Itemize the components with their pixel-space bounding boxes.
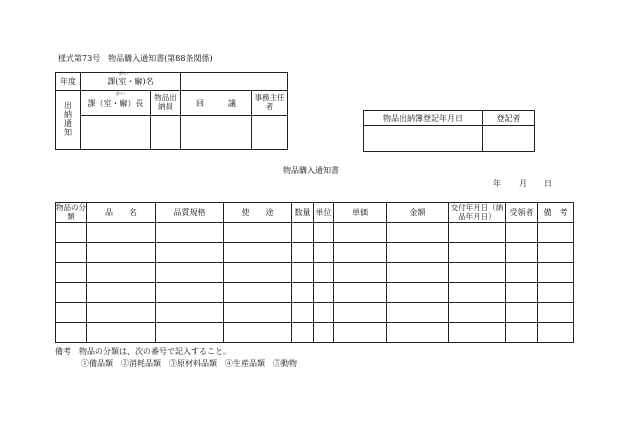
table-cell	[449, 283, 506, 303]
table-cell	[292, 303, 314, 323]
table-cell	[506, 263, 538, 283]
registry-table	[363, 110, 535, 152]
vertical-label-cell	[56, 91, 81, 150]
table-cell	[156, 283, 224, 303]
table-cell	[334, 303, 387, 323]
table-cell	[449, 303, 506, 323]
table-cell	[56, 323, 87, 343]
date-month: 月	[519, 179, 527, 188]
table-cell	[506, 303, 538, 323]
header-category	[56, 202, 94, 223]
table-cell	[314, 303, 334, 323]
table-cell	[56, 243, 87, 263]
section-head-label: 課（室・廨）長	[87, 98, 144, 108]
header-quantity-label: 数量	[294, 208, 311, 217]
table-cell	[387, 283, 449, 303]
table-cell	[292, 323, 314, 343]
table-row	[56, 223, 574, 243]
table-cell	[314, 283, 334, 303]
notice-table	[55, 72, 288, 150]
header-receiver	[506, 203, 538, 223]
header-amount-label: 金額	[409, 208, 426, 217]
table-cell	[334, 323, 387, 343]
header-unit-price-label: 単価	[352, 208, 368, 217]
date-day: 日	[544, 179, 552, 188]
header-delivery-date-label: 交付年月日（納品年月日）	[450, 202, 504, 221]
table-cell	[538, 283, 574, 303]
registry-date-value	[364, 126, 483, 152]
table-cell	[87, 243, 156, 263]
table-cell	[449, 263, 506, 283]
header-amount	[387, 203, 449, 223]
table-cell	[334, 263, 387, 283]
table-row	[56, 323, 574, 343]
chief-cell	[252, 91, 288, 116]
table-cell	[224, 263, 292, 283]
table-cell	[292, 223, 314, 243]
table-cell	[87, 283, 156, 303]
goods-clerk-cell	[151, 91, 181, 116]
registrar-label: 登記者	[496, 113, 521, 123]
table-cell	[538, 243, 574, 263]
header-receiver-label: 受領者	[509, 208, 534, 217]
table-cell	[538, 223, 574, 243]
section-name-label: 課(室・廨)名	[107, 77, 154, 86]
header-category-label: 物品の分 類	[56, 202, 94, 221]
table-cell	[449, 323, 506, 343]
section-head-sign	[81, 116, 151, 150]
section-name-value	[181, 73, 288, 91]
table-cell	[292, 243, 314, 263]
section-head-cell	[81, 91, 151, 116]
remarks-line-2: ①備品類 ②消耗品類 ③原材料品類 ④生産品類 ⑤動物	[81, 359, 297, 368]
table-cell	[292, 283, 314, 303]
main-table	[55, 202, 574, 343]
table-cell	[224, 283, 292, 303]
header-item-name	[87, 203, 156, 223]
table-cell	[224, 223, 292, 243]
section-name-cell	[81, 73, 181, 91]
registrar-value	[483, 126, 535, 152]
header-unit-price	[334, 203, 387, 223]
form-title: 様式第73号 物品購入通知書(第88条関係)	[58, 54, 213, 63]
table-cell	[314, 263, 334, 283]
table-cell	[506, 243, 538, 263]
chief-sign	[252, 116, 288, 150]
header-purpose-label: 使 途	[241, 208, 274, 217]
table-cell	[156, 223, 224, 243]
table-cell	[334, 243, 387, 263]
registrar-cell	[483, 111, 535, 126]
table-row	[56, 263, 574, 283]
center-title: 物品購入通知書	[283, 166, 339, 175]
header-purpose	[224, 203, 292, 223]
table-cell	[56, 223, 87, 243]
table-cell	[87, 223, 156, 243]
table-cell	[156, 303, 224, 323]
table-cell	[506, 323, 538, 343]
chief-label: 事務主任者	[254, 93, 285, 111]
registry-date-label: 物品出納簿登記年月日	[383, 113, 463, 123]
goods-clerk-sign	[151, 116, 181, 150]
table-cell	[224, 243, 292, 263]
header-item-name-label: 品 名	[105, 208, 137, 217]
table-cell	[387, 243, 449, 263]
table-cell	[449, 223, 506, 243]
table-cell	[334, 223, 387, 243]
table-cell	[87, 303, 156, 323]
table-cell	[314, 223, 334, 243]
date-year: 年	[493, 179, 501, 188]
table-cell	[156, 263, 224, 283]
year-label: 年度	[60, 77, 76, 86]
kai-reading-2: かい	[116, 92, 125, 97]
table-cell	[538, 303, 574, 323]
table-cell	[314, 323, 334, 343]
table-cell	[387, 303, 449, 323]
circulation-label: 回 議	[196, 98, 236, 108]
table-cell	[87, 323, 156, 343]
header-quality-label: 品質規格	[173, 208, 206, 217]
table-cell	[334, 283, 387, 303]
table-cell	[156, 243, 224, 263]
header-quantity	[292, 203, 314, 223]
table-cell	[506, 223, 538, 243]
remarks-line-1: 備考 物品の分類は、次の番号で記入すること。	[55, 347, 231, 356]
table-row	[56, 243, 574, 263]
table-cell	[538, 323, 574, 343]
header-quality	[156, 203, 224, 223]
table-cell	[387, 263, 449, 283]
circulation-cell	[181, 91, 252, 116]
table-cell	[224, 323, 292, 343]
table-cell	[506, 283, 538, 303]
table-cell	[387, 223, 449, 243]
table-cell	[449, 243, 506, 263]
table-cell	[292, 263, 314, 283]
table-cell	[387, 323, 449, 343]
table-row	[56, 303, 574, 323]
header-remarks	[538, 203, 574, 223]
header-unit	[314, 203, 334, 223]
year-label-cell	[56, 73, 81, 91]
table-cell	[56, 303, 87, 323]
table-cell	[56, 283, 87, 303]
header-remarks-label: 備 考	[543, 208, 568, 217]
table-cell	[538, 263, 574, 283]
table-cell	[87, 263, 156, 283]
header-delivery-date	[449, 203, 506, 223]
kai-reading: かい	[119, 72, 128, 77]
table-cell	[224, 303, 292, 323]
header-unit-label: 単位	[315, 208, 332, 217]
registry-date-cell	[364, 111, 483, 126]
table-row	[56, 283, 574, 303]
goods-clerk-label: 物品出納員	[154, 93, 177, 111]
table-cell	[314, 243, 334, 263]
vertical-label: 出納通知	[63, 101, 73, 137]
table-cell	[156, 323, 224, 343]
circulation-sign	[181, 116, 252, 150]
table-cell	[56, 263, 87, 283]
